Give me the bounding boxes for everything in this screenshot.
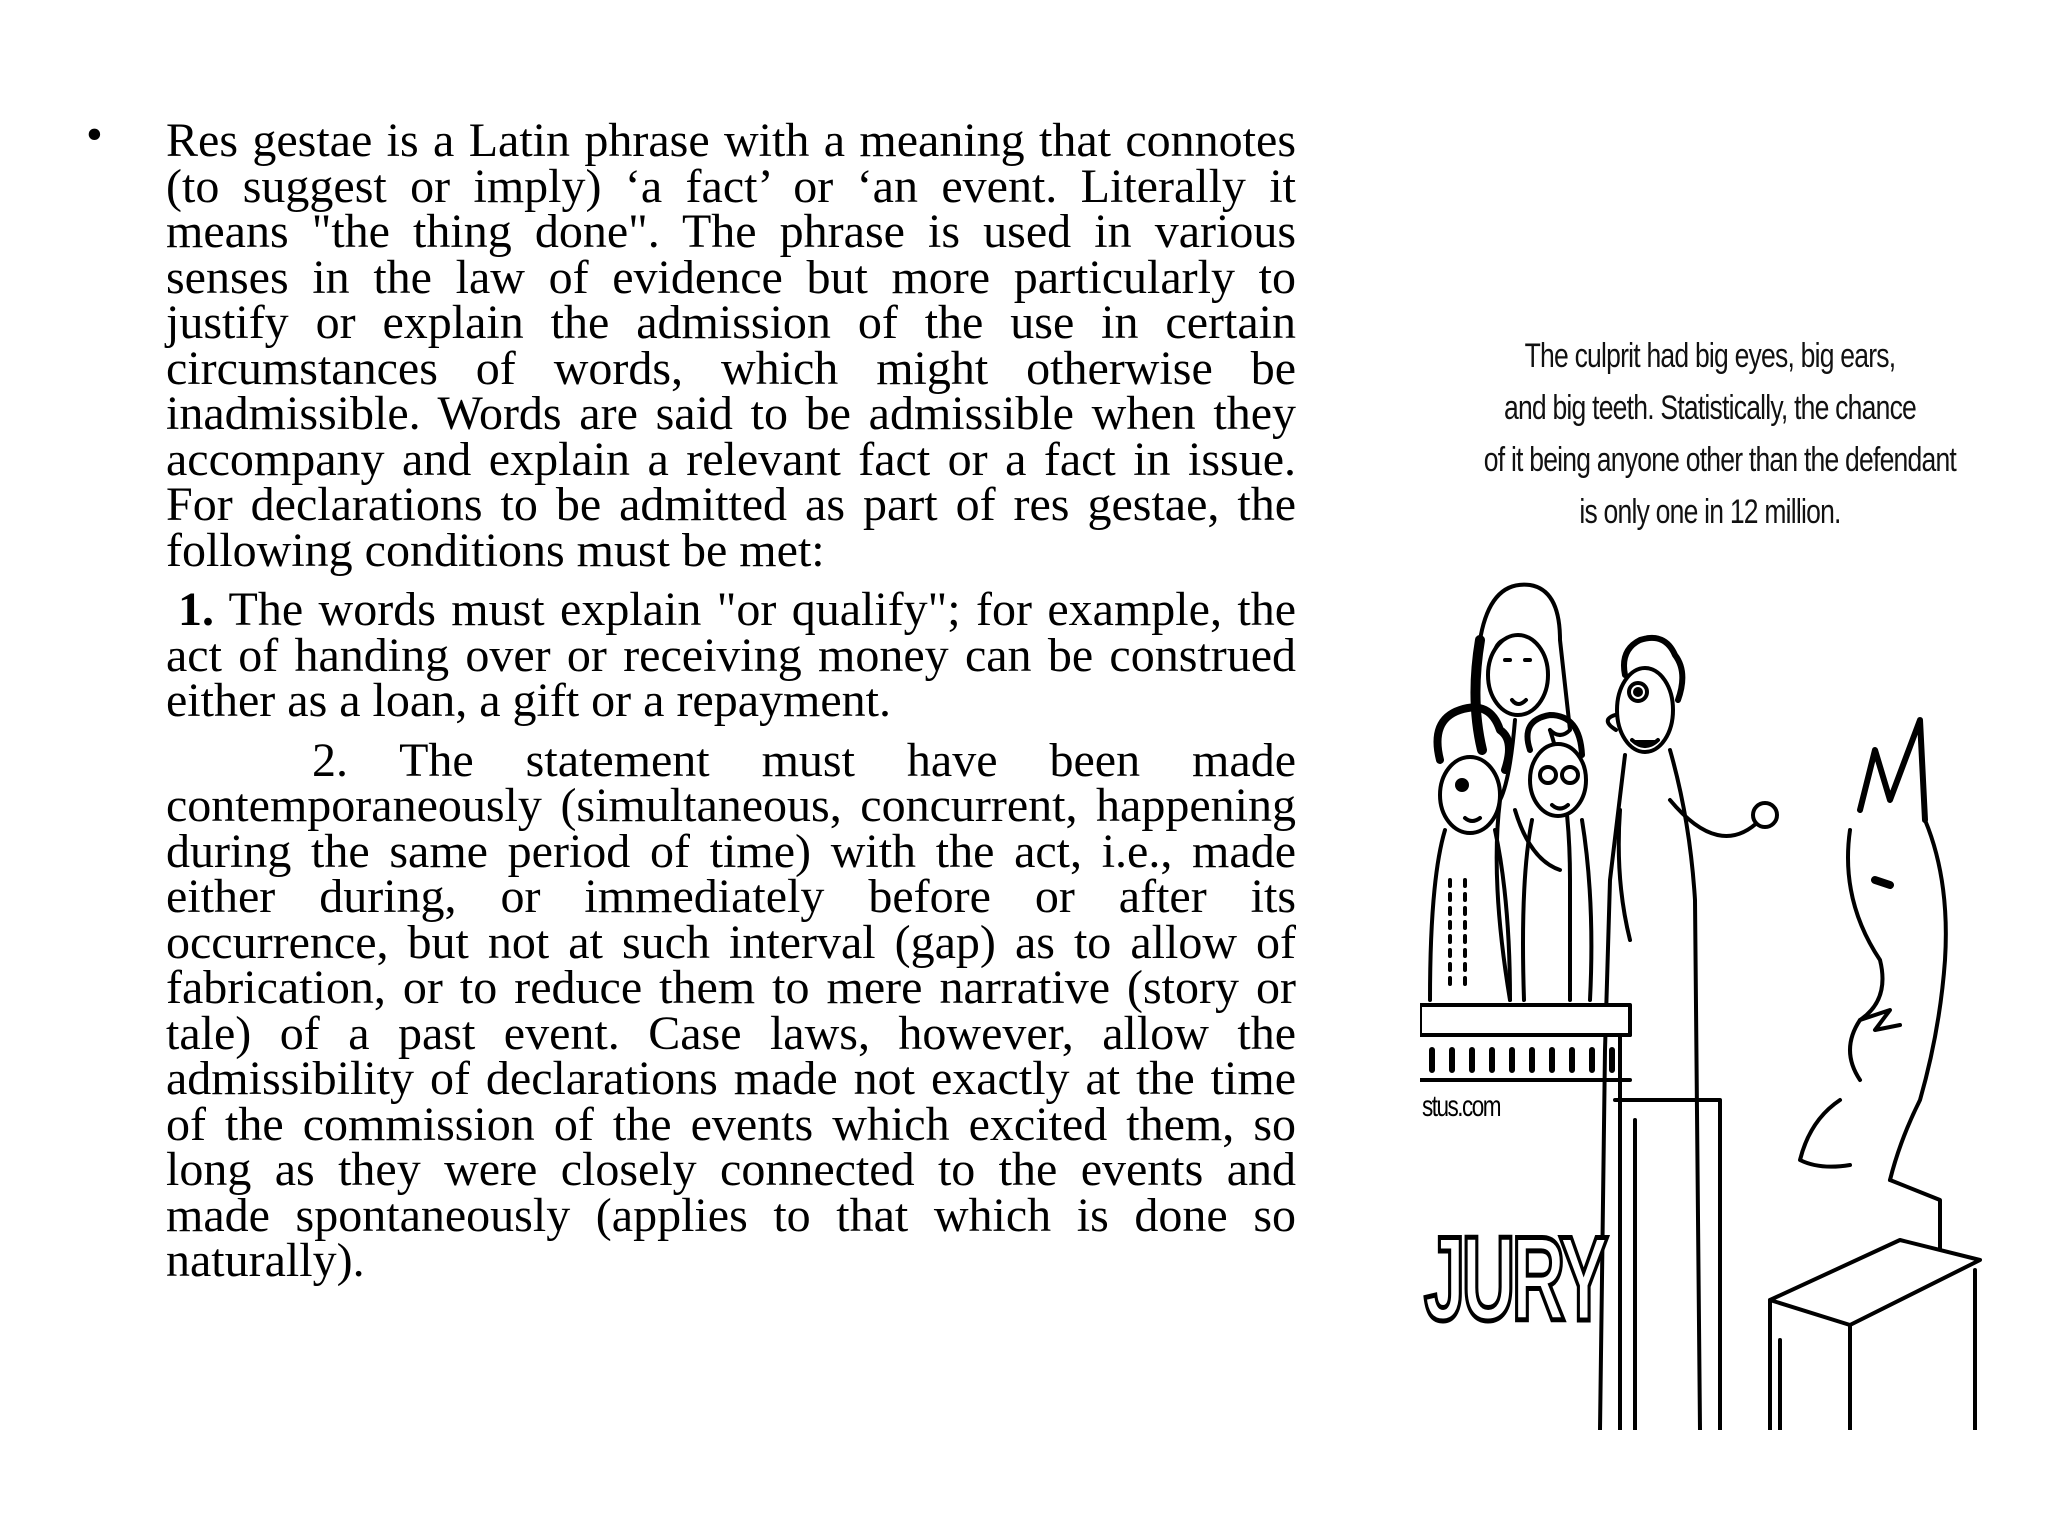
- condition-2-number: 2.: [312, 733, 348, 787]
- jury-sign: JURY: [1424, 1212, 1605, 1346]
- courtroom-cartoon: [1420, 330, 2000, 1430]
- condition-1-text: The words must explain "or qualify"; for example, the act of handing over or receiving money can be construed either as a loan, a gift or a repayment.: [166, 583, 1296, 727]
- condition-2-paragraph: [166, 733, 1296, 1287]
- condition-2-text: The statement must have been made contemporaneously (simultaneous, concurrent, happening during the same period of time) with the act, i.e., made either during, or immediately before or after its occurrence, but not at such interval (gap) as to allow of fabrication, or to reduce them to mere narrative (story or tale) of a past event. Case laws, however, allow the admissibility of declarations made not exactly at the time of the commission of the events which excited them, so long as they were closely connected to the events and made spontaneously (applies to that which is done so naturally).: [166, 733, 1296, 1287]
- cartoon-credit: stus.com: [1422, 1090, 1501, 1123]
- condition-1-number: 1.: [178, 583, 214, 636]
- defendant-table: [1770, 1240, 1980, 1430]
- juror-glasses-figure: [1523, 715, 1591, 1000]
- caption-line-1: The culprit had big eyes, big ears,: [1524, 337, 1896, 375]
- condition-1-paragraph: [166, 583, 1296, 727]
- podium: [1615, 1100, 1720, 1430]
- caption-line-3: of it being anyone other than the defendant: [1483, 441, 1957, 479]
- intro-paragraph: Res gestae is a Latin phrase with a meaning that connotes (to suggest or imply) ‘a fact’ or ‘an event. Literally it means "the thing done". The phrase is used in various senses in the law of evidence but more particularly to justify or explain the admission of the use in certain circumstances of words, which might otherwise be inadmissible. Words are said to be admissible when they accompany and explain a relevant fact or a fact in issue. For declarations to be admitted as part of res gestae, the following conditions must be met:: [166, 114, 1296, 577]
- caption-line-4: is only one in 12 million.: [1579, 493, 1841, 531]
- bullet-marker: •: [86, 108, 103, 161]
- juror-curly-figure: [1430, 708, 1510, 1001]
- slide-body-text: [166, 114, 1296, 1287]
- defendant-wolf-figure: [1800, 720, 1946, 1260]
- caption-line-2: and big teeth. Statistically, the chance: [1503, 389, 1917, 427]
- cartoon-caption: [1483, 330, 1957, 538]
